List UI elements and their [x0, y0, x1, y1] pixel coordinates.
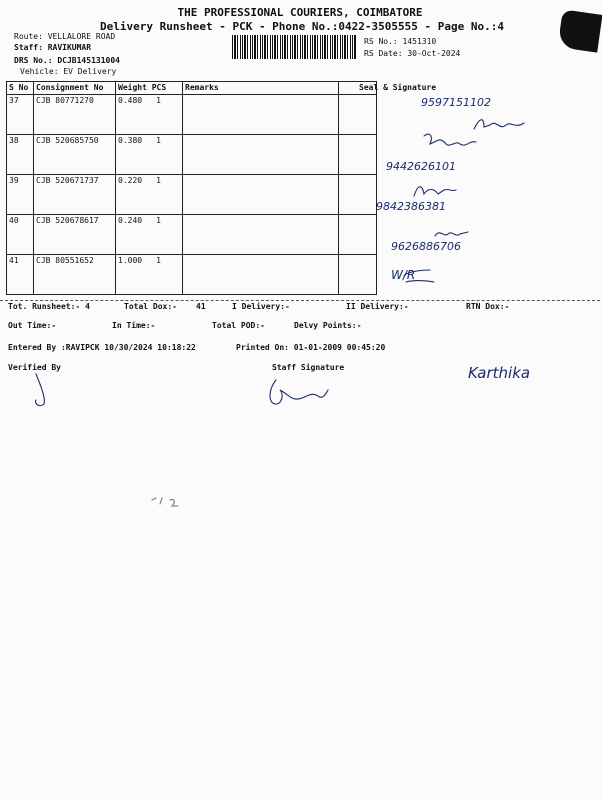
total-runsheet: Tot. Runsheet:- 4	[8, 302, 90, 311]
signature-scribble	[432, 226, 472, 242]
weight-pcs: 0.380 1	[116, 135, 183, 175]
table-row	[7, 255, 595, 295]
out-time: Out Time:-	[8, 321, 57, 330]
consignment-number: CJB 520685750	[34, 135, 116, 175]
column-header: Consignment No	[34, 82, 116, 95]
signature-scribble	[410, 180, 460, 200]
table-row	[7, 215, 595, 255]
verified-by: Verified By	[8, 363, 61, 372]
column-header: S No	[7, 82, 34, 95]
serial-number: 38	[7, 135, 34, 175]
table-header-row	[7, 82, 595, 95]
table-row	[7, 135, 595, 175]
weight-pcs: 0.220 1	[116, 175, 183, 215]
rs-number: RS No.: 1451310	[364, 37, 437, 46]
entered-by: Entered By :RAVIPCK 10/30/2024 10:18:22	[8, 343, 196, 352]
serial-number: 40	[7, 215, 34, 255]
remarks	[183, 95, 339, 135]
karthika-signature: Karthika	[468, 364, 531, 382]
staff: Staff: RAVIKUMAR	[14, 43, 92, 52]
verifier-signature	[30, 370, 60, 410]
runsheet-subtitle: Delivery Runsheet - PCK - Phone No.:0422-3505555 - Page No.:4	[100, 20, 504, 33]
remarks	[183, 175, 339, 215]
in-time: In Time:-	[112, 321, 156, 330]
serial-number: 41	[7, 255, 34, 295]
i-delivery: I Delivery:-	[232, 302, 290, 311]
seal-signature: 9626886706	[339, 215, 377, 255]
drs-number: DRS No.: DCJB145131004	[14, 56, 120, 65]
total-pod: Total POD:-	[212, 321, 265, 330]
divider	[0, 300, 600, 301]
column-header: Remarks	[183, 82, 339, 95]
signature-scribble	[420, 130, 480, 156]
total-dox-label: Total Dox:-	[124, 302, 177, 311]
remarks	[183, 135, 339, 175]
signature-scribble	[400, 266, 440, 292]
ii-delivery: II Delivery:-	[346, 302, 409, 311]
seal-signature: 9597151102	[339, 95, 377, 135]
seal-signature: W/R	[339, 255, 377, 295]
consignment-number: CJB 80551652	[34, 255, 116, 295]
weight-pcs: 0.480 1	[116, 95, 183, 135]
remarks	[183, 255, 339, 295]
vehicle: Vehicle: EV Delivery	[20, 67, 117, 76]
weight-pcs: 0.240 1	[116, 215, 183, 255]
consignment-number: CJB 520678617	[34, 215, 116, 255]
column-header: Seal & Signature	[339, 82, 377, 95]
column-header: Weight PCS	[116, 82, 183, 95]
printed-on: Printed On: 01-01-2009 00:45:20	[236, 343, 386, 352]
total-dox-value: 41	[196, 302, 206, 311]
serial-number: 37	[7, 95, 34, 135]
rtn-dox: RTN Dox:-	[466, 302, 510, 311]
runsheet-table	[6, 81, 595, 295]
table-row	[7, 175, 595, 215]
staff-signature-label: Staff Signature	[272, 363, 345, 372]
stray-mark	[148, 494, 188, 512]
rs-date: RS Date: 30-Oct-2024	[364, 49, 461, 58]
seal-signature: 9442626101	[339, 135, 377, 175]
weight-pcs: 1.000 1	[116, 255, 183, 295]
ink-blot	[558, 9, 602, 52]
barcode	[232, 35, 356, 59]
seal-signature: 9842386381	[339, 175, 377, 215]
remarks	[183, 215, 339, 255]
route: Route: VELLALORE ROAD	[14, 32, 116, 41]
serial-number: 39	[7, 175, 34, 215]
staff-signature	[262, 376, 332, 410]
consignment-number: CJB 80771270	[34, 95, 116, 135]
document-title: THE PROFESSIONAL COURIERS, COIMBATORE	[177, 6, 423, 19]
consignment-number: CJB 520671737	[34, 175, 116, 215]
delivery-points: Delvy Points:-	[294, 321, 362, 330]
